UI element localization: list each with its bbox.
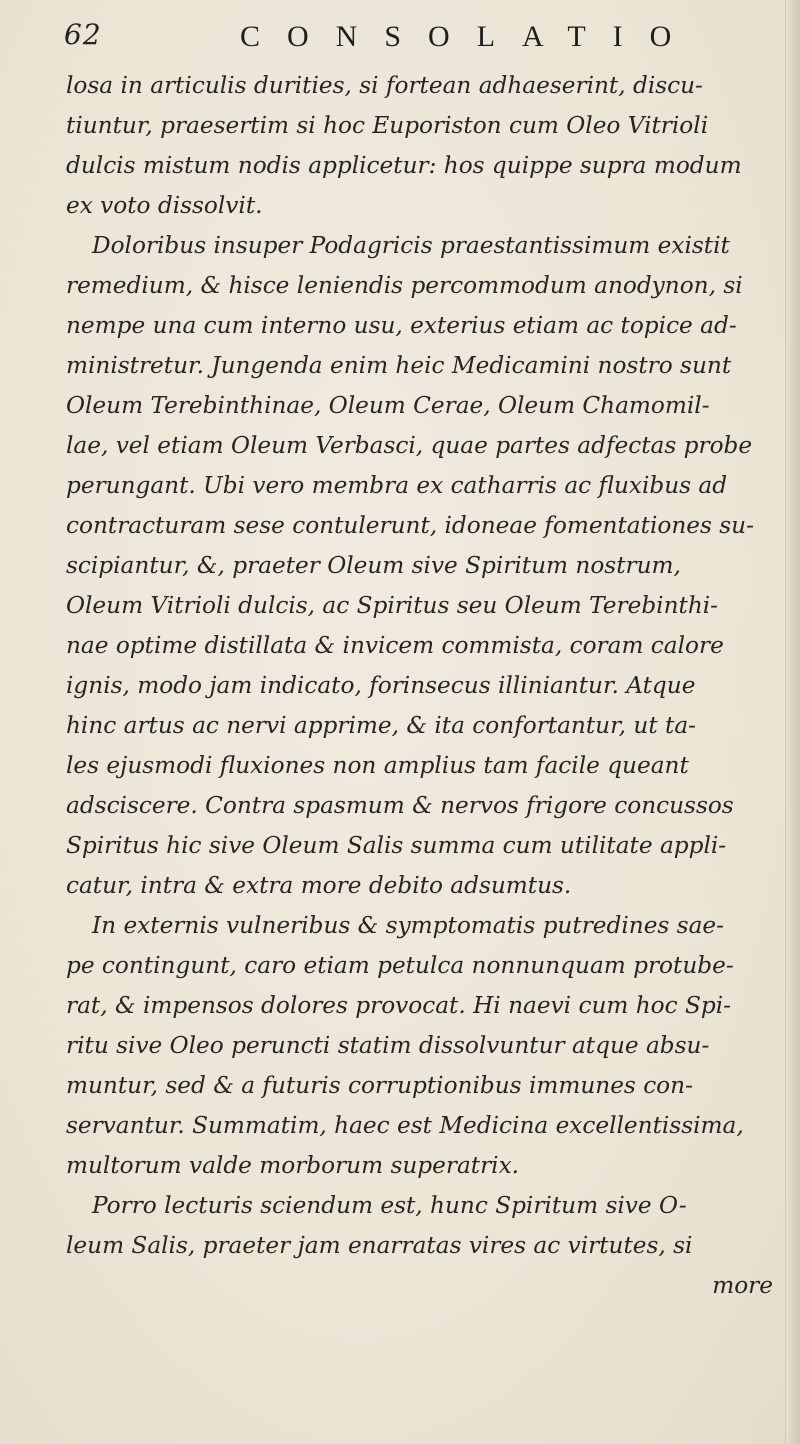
- text-line: muntur, sed & a futuris corruptionibus immunes con-: [66, 1072, 693, 1099]
- text-line: Oleum Vitrioli dulcis, ac Spiritus seu Oleum Terebinthi-: [66, 592, 719, 619]
- text-line: rat, & impensos dolores provocat. Hi naevi cum hoc Spi-: [66, 992, 731, 1019]
- text-line: perungant. Ubi vero membra ex catharris ac fluxibus ad: [66, 472, 728, 499]
- text-line: ministretur. Jungenda enim heic Medicamini nostro sunt: [66, 352, 732, 379]
- text-line: multorum valde morborum superatrix.: [66, 1152, 520, 1179]
- text-line: Porro lecturis sciendum est, hunc Spiritum sive O-: [92, 1192, 687, 1219]
- text-line: catur, intra & extra more debito adsumtus.: [66, 872, 572, 899]
- text-line: nempe una cum interno usu, exterius etiam ac topice ad-: [66, 312, 737, 339]
- text-line: Oleum Terebinthinae, Oleum Cerae, Oleum Chamomil-: [66, 392, 710, 419]
- text-line: lae, vel etiam Oleum Verbasci, quae partes adfectas probe: [66, 432, 753, 459]
- text-line: scipiantur, &, praeter Oleum sive Spiritum nostrum,: [66, 552, 681, 579]
- text-line: dulcis mistum nodis applicetur: hos quippe supra modum: [66, 152, 742, 179]
- text-line: adsciscere. Contra spasmum & nervos frigore concussos: [66, 792, 734, 819]
- running-head: CONSOLATIO: [240, 20, 699, 53]
- text-line: les ejusmodi fluxiones non amplius tam facile queant: [66, 752, 689, 779]
- text-line: tiuntur, praesertim si hoc Euporiston cum Oleo Vitrioli: [66, 112, 709, 139]
- body-text: [66, 66, 800, 1306]
- text-line: leum Salis, praeter jam enarratas vires ac virtutes, si: [66, 1232, 693, 1259]
- text-line: hinc artus ac nervi apprime, & ita confortantur, ut ta-: [66, 712, 696, 739]
- text-line: ignis, modo jam indicato, forinsecus illiniantur. Atque: [66, 672, 696, 699]
- text-line: servantur. Summatim, haec est Medicina excellentissima,: [66, 1112, 744, 1139]
- page-number: 62: [64, 18, 102, 51]
- catchword: more: [712, 1272, 773, 1299]
- text-line: ritu sive Oleo peruncti statim dissolvuntur atque absu-: [66, 1032, 710, 1059]
- text-line: Doloribus insuper Podagricis praestantissimum existit: [92, 232, 730, 259]
- page-header: [64, 18, 764, 60]
- text-line: Spiritus hic sive Oleum Salis summa cum utilitate appli-: [66, 832, 727, 859]
- text-line: pe contingunt, caro etiam petulca nonnunquam protube-: [66, 952, 734, 979]
- text-line: losa in articulis durities, si fortean adhaeserint, discu-: [66, 72, 703, 99]
- text-line: contracturam sese contulerunt, idoneae fomentationes su-: [66, 512, 754, 539]
- text-line: remedium, & hisce leniendis percommodum anodynon, si: [66, 272, 743, 299]
- text-line: In externis vulneribus & symptomatis putredines sae-: [92, 912, 724, 939]
- text-line: ex voto dissolvit.: [66, 192, 263, 219]
- text-line: nae optime distillata & invicem commista, coram calore: [66, 632, 724, 659]
